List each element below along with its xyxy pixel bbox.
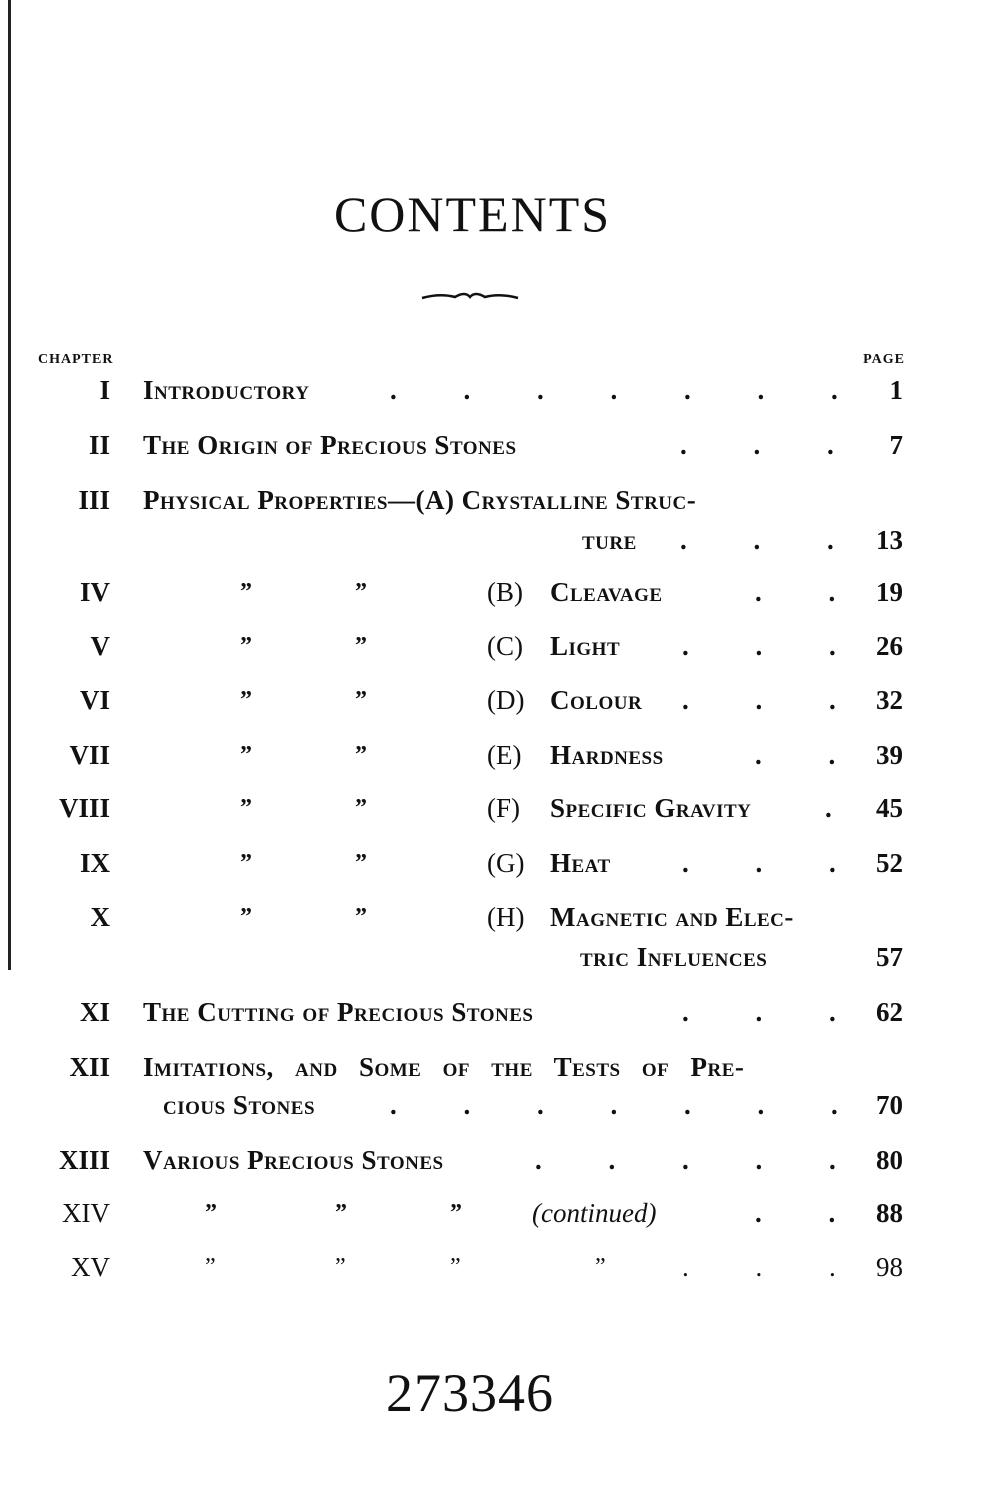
- toc-row: XV ” ” ” ” . . . 98: [0, 1247, 1000, 1287]
- toc-row: VII ” ” (E) Hardness . . . 39: [0, 735, 1000, 775]
- toc-row: VI ” ” (D) Colour . . . 32: [0, 680, 1000, 720]
- dot-leader: [682, 680, 850, 720]
- dot-leader: [535, 1140, 850, 1180]
- toc-row: I Introductory . . . 1: [0, 370, 1000, 410]
- ditto-mark: ”: [355, 579, 367, 605]
- dot-leader: [682, 992, 850, 1032]
- ditto-mark: ”: [240, 850, 252, 876]
- ditto-mark: ”: [595, 1254, 606, 1280]
- ditto-mark: ”: [240, 579, 252, 605]
- toc-row: XI The Cutting of Precious Stones . . . 62: [0, 992, 1000, 1032]
- ditto-mark: ”: [355, 742, 367, 768]
- ditto-mark: ”: [335, 1200, 347, 1226]
- ornament-divider: [420, 287, 520, 307]
- dot-leader: [825, 788, 850, 828]
- dot-leader: [682, 1247, 850, 1287]
- dot-leader: [680, 520, 850, 560]
- ditto-mark: ”: [240, 687, 252, 713]
- dot-leader: [680, 425, 850, 465]
- ditto-mark: ”: [240, 742, 252, 768]
- dot-leader: [755, 572, 850, 612]
- ditto-mark: ”: [355, 687, 367, 713]
- page-title: CONTENTS: [333, 186, 612, 242]
- dot-leader: [755, 1193, 850, 1233]
- toc-row-continuation: tric Influences 57: [580, 942, 903, 972]
- toc-row: X ” ” (H) Magnetic and Elec-: [0, 897, 1000, 937]
- ditto-mark: ”: [355, 904, 367, 930]
- ditto-mark: ”: [205, 1200, 217, 1226]
- toc-row: IX ” ” (G) Heat . . . 52: [0, 843, 1000, 883]
- ditto-mark: ”: [240, 633, 252, 659]
- dot-leader: [682, 843, 850, 883]
- ditto-mark: ”: [355, 850, 367, 876]
- ditto-mark: ”: [450, 1254, 461, 1280]
- ditto-mark: ”: [205, 1254, 216, 1280]
- toc-row: XII Imitations, and Some of the Tests of Pre-: [69, 1052, 745, 1082]
- ditto-mark: ”: [355, 795, 367, 821]
- accession-number: 273346: [386, 1363, 554, 1423]
- toc-row: III Physical Properties—(A) Crystalline Struc-: [78, 485, 697, 515]
- toc-row: V ” ” (C) Light . . . 26: [0, 626, 1000, 666]
- toc-row: IV ” ” (B) Cleavage . . . 19: [0, 572, 1000, 612]
- dot-leader: [390, 370, 850, 410]
- toc-row-continuation: cious Stones . . . 70: [0, 1085, 1000, 1125]
- toc-row: II The Origin of Precious Stones . . . 7: [0, 425, 1000, 465]
- ditto-mark: ”: [450, 1200, 462, 1226]
- toc-row: XIII Various Precious Stones . . . 80: [0, 1140, 1000, 1180]
- ditto-mark: ”: [240, 795, 252, 821]
- ditto-mark: ”: [335, 1254, 346, 1280]
- toc-row: VIII ” ” (F) Specific Gravity . . . 45: [0, 788, 1000, 828]
- toc-row: XIV ” ” ” (continued) . . . 88: [0, 1193, 1000, 1233]
- dot-leader: [390, 1085, 850, 1125]
- chapter-header: CHAPTER: [38, 352, 114, 367]
- dot-leader: [682, 626, 850, 666]
- toc-row-continuation: ture . . . 13: [0, 520, 1000, 560]
- ditto-mark: ”: [240, 904, 252, 930]
- page-header: PAGE: [863, 352, 905, 367]
- dot-leader: [755, 735, 850, 775]
- ditto-mark: ”: [355, 633, 367, 659]
